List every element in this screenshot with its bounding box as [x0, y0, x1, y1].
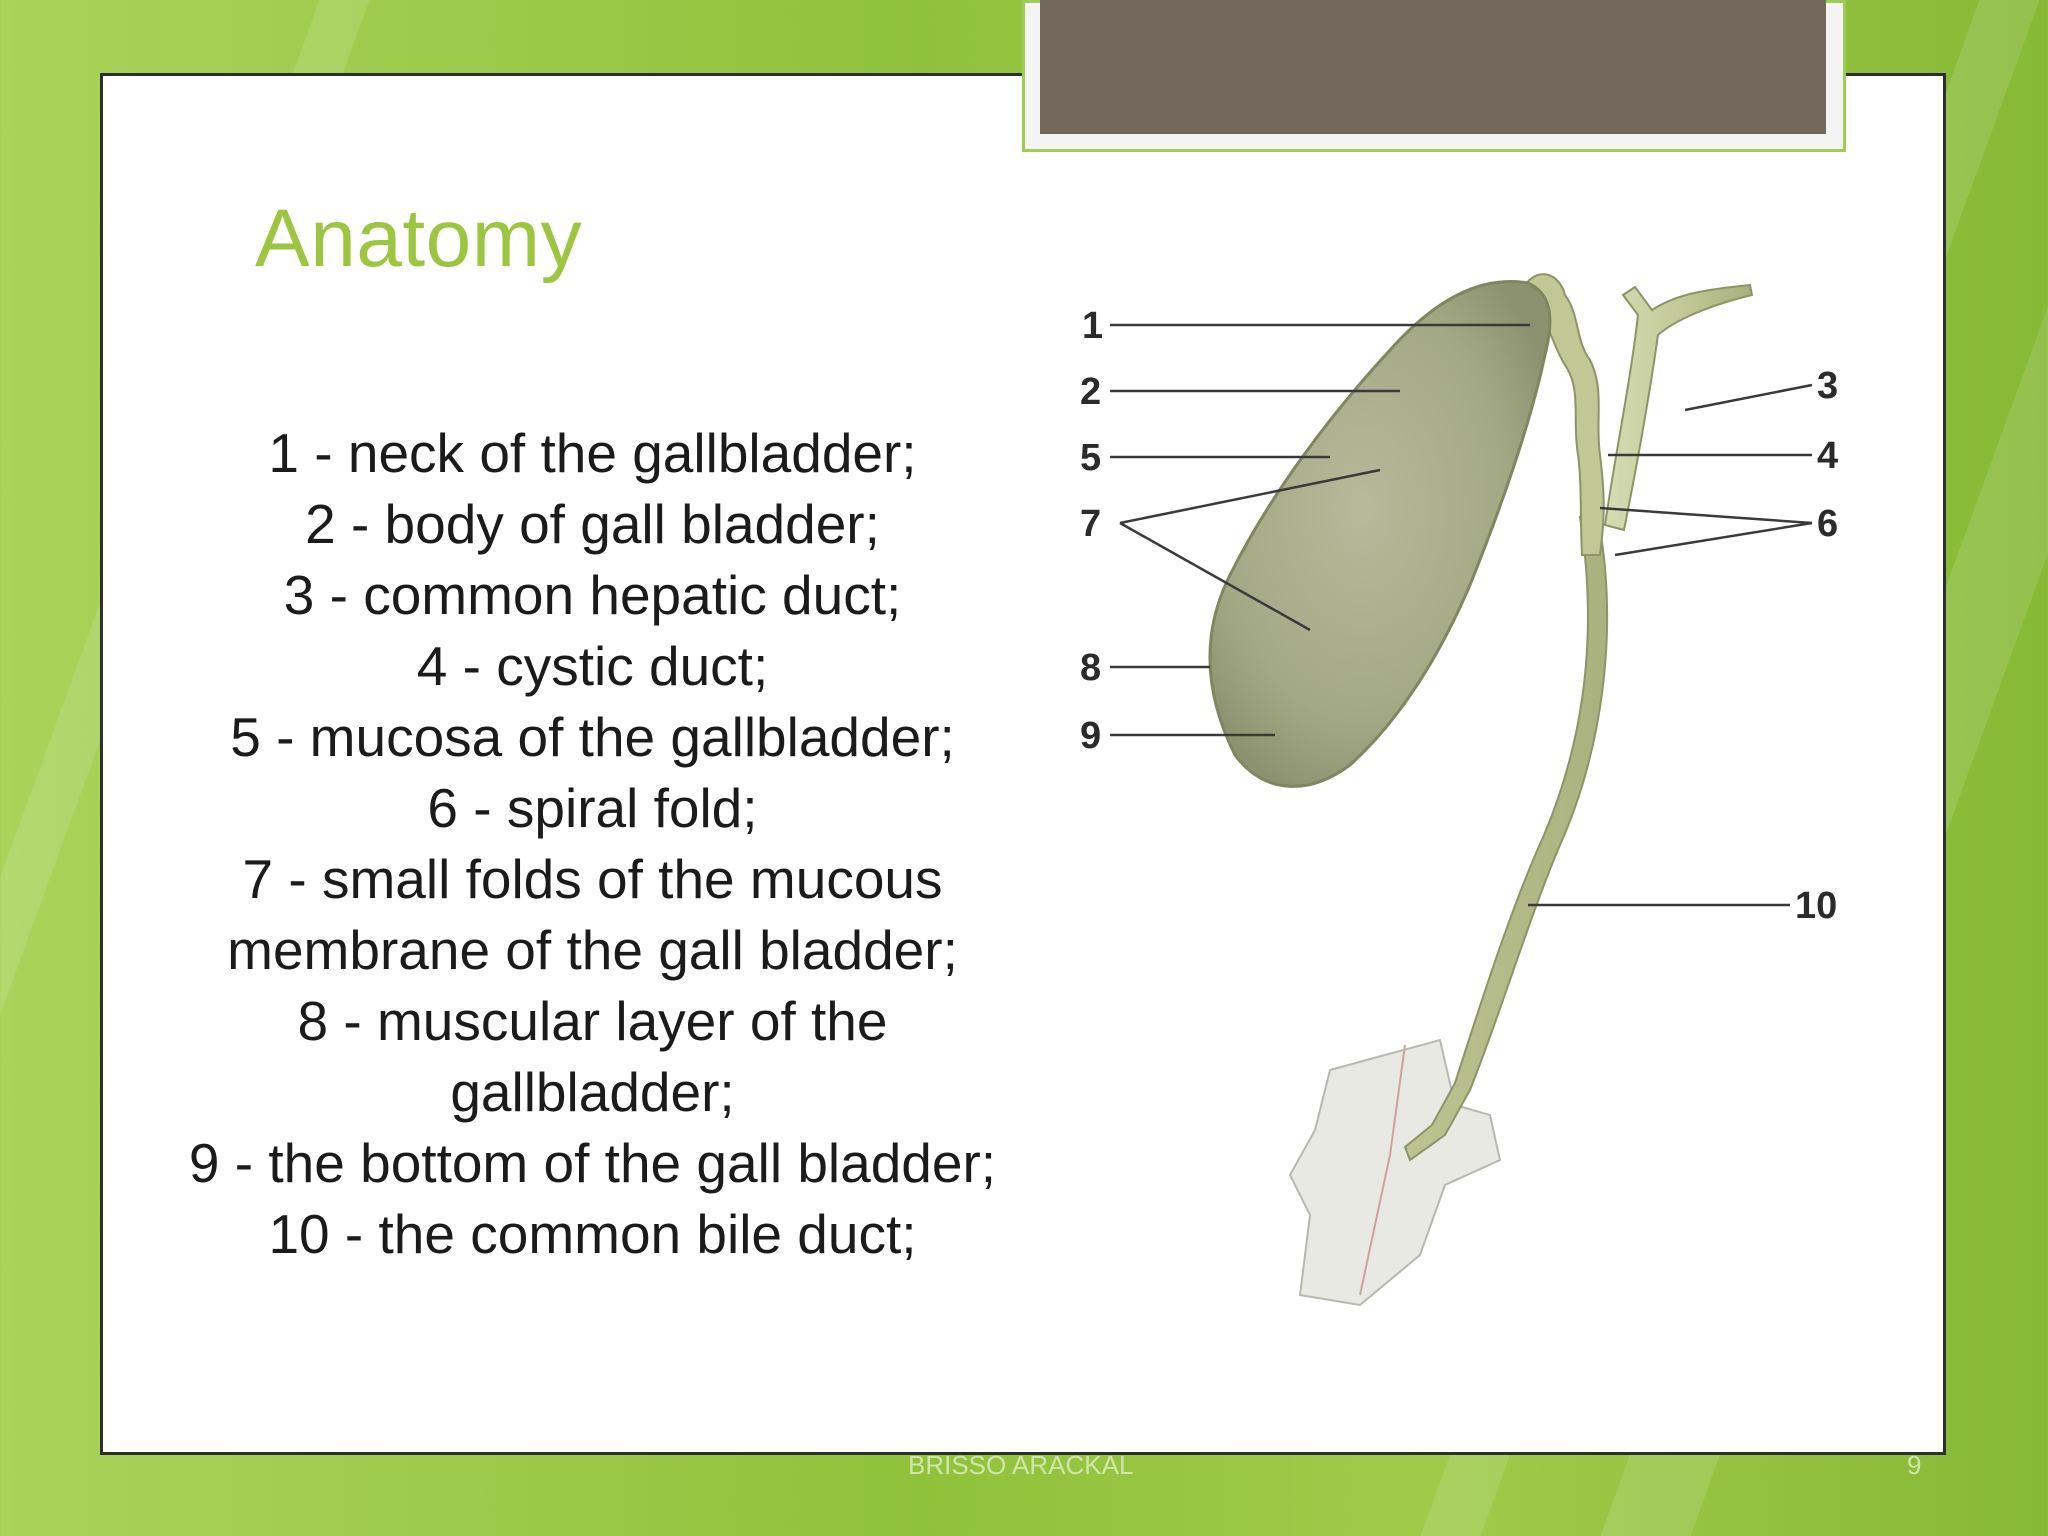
legend-item: membrane of the gall bladder;	[227, 919, 958, 981]
gallbladder-body-shape	[1210, 282, 1550, 787]
leader-lines-right	[1528, 385, 1812, 905]
slide-heading: Anatomy	[255, 193, 583, 284]
gallbladder-illustration	[1060, 255, 1920, 1365]
legend-item: 8 - muscular layer of the	[297, 990, 888, 1052]
legend-item: 9 - the bottom of the gall bladder;	[188, 1132, 997, 1194]
callout-label-3: 3	[1817, 365, 1839, 407]
legend-item: 6 - spiral fold;	[427, 777, 758, 839]
callout-label-7: 7	[1080, 503, 1102, 545]
callout-label-4: 4	[1817, 435, 1839, 477]
slide-number: 9	[1907, 1450, 1922, 1480]
callout-label-5: 5	[1080, 437, 1102, 479]
callout-label-6: 6	[1817, 503, 1839, 545]
anatomy-legend	[130, 418, 1055, 1270]
callout-label-1: 1	[1082, 305, 1104, 347]
callout-label-9: 9	[1080, 715, 1102, 757]
common-hepatic-duct-shape	[1605, 285, 1752, 530]
legend-item: 2 - body of gall bladder;	[305, 493, 880, 555]
legend-item: gallbladder;	[450, 1061, 735, 1123]
callout-label-8: 8	[1080, 647, 1102, 689]
legend-item: 5 - mucosa of the gallbladder;	[230, 706, 955, 768]
legend-item: 3 - common hepatic duct;	[283, 564, 902, 626]
legend-item: 4 - cystic duct;	[416, 635, 769, 697]
callout-label-10: 10	[1795, 885, 1838, 927]
title-placeholder-box	[1040, 0, 1826, 134]
footer-author: BRISSO ARACKAL	[908, 1450, 1134, 1480]
legend-item: 7 - small folds of the mucous	[242, 848, 943, 910]
legend-item: 1 - neck of the gallbladder;	[268, 422, 917, 484]
legend-item: 10 - the common bile duct;	[268, 1203, 917, 1265]
callout-label-2: 2	[1080, 371, 1102, 413]
